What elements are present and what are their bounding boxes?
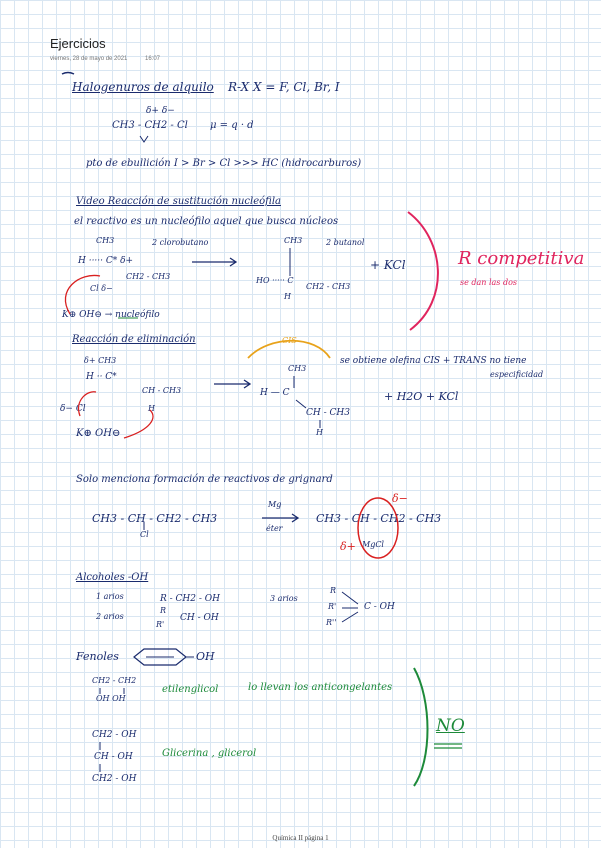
elim-reactant-h: H [148, 404, 155, 413]
page-title: Ejercicios [50, 36, 106, 51]
grignard-reactant-cl: Cl [140, 530, 149, 539]
elim-product-ch3: CH3 [288, 364, 307, 373]
secondary-alcohol: CH - OH [180, 613, 219, 623]
grignard-arrow [262, 514, 298, 522]
tertiary-r2: R' [328, 602, 337, 611]
competition-bracket [408, 212, 438, 330]
glycerin-name: Glicerina , glicerol [162, 748, 257, 759]
page-date: viernes, 28 de mayo de 2021 [50, 56, 128, 62]
primary-alcohol: R - CH2 - OH [160, 594, 220, 604]
glycol-bottom: OH OH [96, 694, 126, 703]
olefin-note-1: se obtiene olefina CIS + TRANS no tiene [340, 356, 527, 366]
halogenuros-heading: Halogenuros de alquilo [72, 80, 214, 94]
elim-reactant-ch3: δ+ CH3 [84, 356, 117, 365]
phenol-oh: OH [196, 650, 215, 663]
halogenuros-formula: R-X X = F, Cl, Br, I [228, 80, 340, 94]
label-2-butanol: 2 butanol [326, 238, 365, 247]
product-center: HO ····· C [256, 276, 294, 285]
dipole-arrow-mark [140, 136, 148, 142]
label-2-clorobutano: 2 clorobutano [152, 238, 209, 247]
secondary-label: 2 arios [96, 612, 124, 621]
glycerin-line-3: CH2 - OH [92, 774, 137, 784]
boiling-point-order: pto de ebullición I > Br > Cl >>> HC (hidrocarburos) [86, 158, 362, 169]
fenoles-heading: Fenoles [76, 650, 119, 663]
reactant-center: H ····· C* δ+ [78, 256, 134, 266]
elim-product-chain: CH - CH3 [306, 408, 350, 418]
koh-nucleophile: K⊕ OH⊖ → nucleófilo [62, 310, 160, 320]
cis-label: CIS [282, 336, 297, 345]
grignard-under-arrow: éter [266, 524, 283, 533]
chloroethane-structure: CH3 - CH2 - Cl [112, 120, 188, 131]
sustitucion-heading: Video Reacción de sustitución nucleófila [76, 196, 281, 207]
elim-product-bonds [294, 376, 320, 428]
nucleophile-note: el reactivo es un nucleófilo aquel que busca núcleos [74, 216, 339, 227]
page-time: 16:07 [145, 56, 161, 62]
dipole-moment: μ = q · d [210, 120, 254, 131]
page-footer: Química II página 1 [272, 834, 329, 842]
product-chain: CH2 - CH3 [306, 282, 351, 291]
grignard-delta-plus: δ+ [340, 540, 356, 553]
elim-reactant-chain: CH - CH3 [142, 386, 182, 395]
glycerin-line-1: CH2 - OH [92, 730, 137, 740]
no-label: NO [436, 716, 465, 736]
glycol-top: CH2 - CH2 [92, 676, 137, 685]
heading-tick-mark [62, 73, 74, 75]
reactant-ch3: CH3 [96, 236, 115, 245]
grignard-product: CH3 - CH - CH2 - CH3 [316, 512, 442, 525]
product-h: H [284, 292, 291, 301]
secondary-r: R [160, 606, 167, 615]
grignard-product-mgcl: MgCl [362, 540, 384, 549]
glycol-note: lo llevan los anticongelantes [248, 682, 393, 693]
olefin-note-2: especificidad [490, 370, 544, 379]
secondary-r2: R' [156, 620, 165, 629]
substitution-arrow [192, 258, 236, 266]
no-double-underline [434, 744, 462, 748]
no-green-bracket [414, 668, 428, 786]
grignard-over-arrow: Mg [268, 500, 282, 509]
plus-kcl: + KCl [370, 258, 406, 272]
substitution-red-arrow [65, 275, 100, 314]
glycerin-line-2: CH - OH [94, 752, 133, 762]
reactant-cl: Cl δ− [90, 284, 113, 293]
elim-product-h: H [316, 428, 323, 437]
grignard-delta-minus: δ− [392, 492, 408, 505]
elim-koh: K⊕ OH⊖ [76, 428, 121, 439]
reactant-chain: CH2 - CH3 [126, 272, 171, 281]
competition-note: se dan las dos [460, 278, 517, 287]
grignard-red-oval [358, 498, 398, 558]
elim-reactant-center: H ·· C* [86, 372, 117, 382]
tertiary-label: 3 arios [270, 594, 298, 603]
tertiary-alcohol: C - OH [364, 602, 395, 612]
grignard-note: Solo menciona formación de reactivos de grignard [76, 474, 333, 485]
elimination-red-arrow-1 [124, 410, 153, 438]
grignard-reactant: CH3 - CH - CH2 - CH3 [92, 512, 218, 525]
tertiary-r3: R'' [326, 618, 337, 627]
benzene-ring [134, 649, 186, 665]
eliminacion-heading: Reacción de eliminación [72, 334, 196, 345]
glycol-name: etilenglicol [162, 684, 219, 695]
elim-plus-products: + H2O + KCl [384, 390, 459, 403]
partial-charges: δ+ δ− [146, 106, 175, 116]
elim-product-center: H — C [260, 388, 290, 398]
elim-reactant-cl: δ− Cl [60, 404, 86, 414]
alcoholes-heading: Alcoholes -OH [76, 572, 149, 583]
elimination-arrow [214, 380, 250, 388]
primary-label: 1 arios [96, 592, 124, 601]
competition-label: R competitiva [458, 248, 585, 269]
tertiary-r: R [330, 586, 337, 595]
tertiary-bonds [342, 592, 358, 622]
product-ch3: CH3 [284, 236, 303, 245]
